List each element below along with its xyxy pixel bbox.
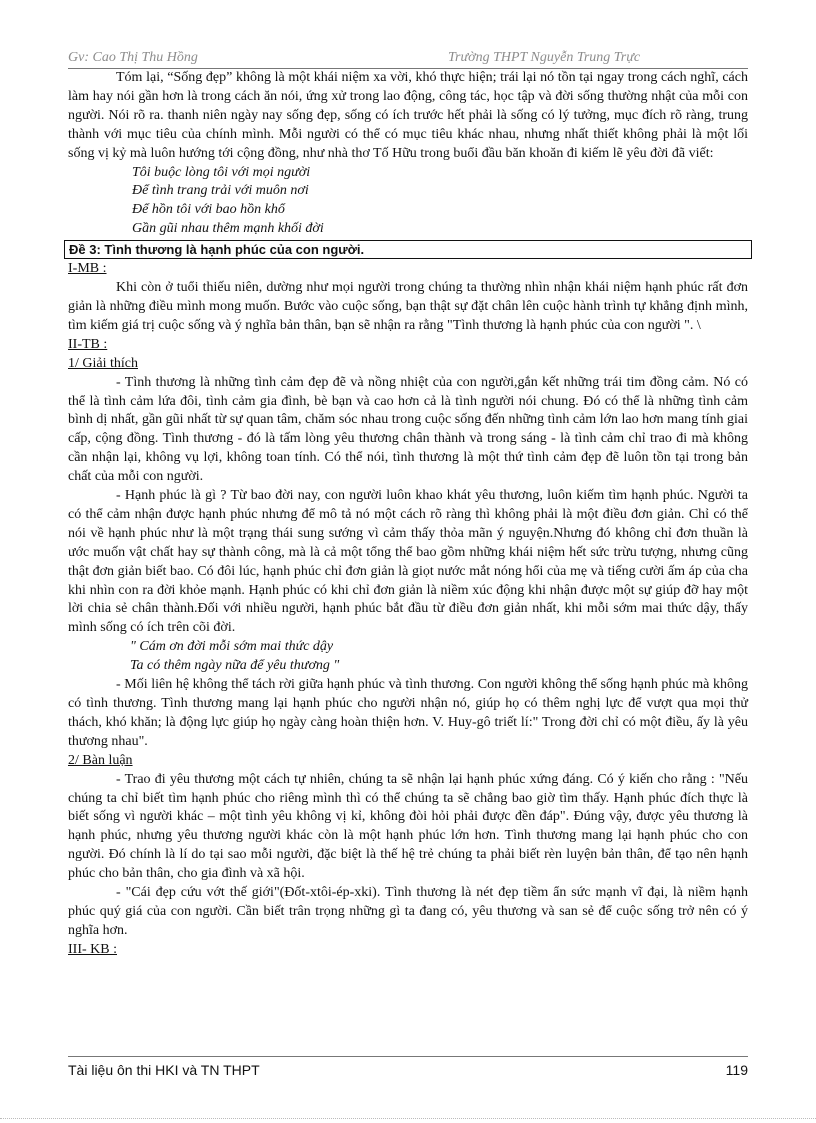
poem-line: Để tình trang trải với muôn nơi xyxy=(132,183,309,199)
page-number: 119 xyxy=(725,1062,748,1078)
explain-paragraph-1: - Tình thương là những tình cảm đẹp đẽ và nồng nhiệt của con người,gắn kết những trái tim đồng cảm. Nó có thể là tình cảm lứa đôi, tình cảm gia đình, bè bạn và cao hơn cả là tình người nói chung. Đó có thể là những tình cảm bình dị nhất, gần gũi nhất từ sự quan tâm, chăm sóc nhau trong cuộc sống đến những tình cảm lớn lao hơn mang tính giai cấp, cộng đồng. Tình thương - đó là tấm lòng yêu thương chân thành và trong sáng - là tình cảm chỉ trao đi mà không cần nhận lại, không vụ lợi, không toan tính. Có thể nói, tình thương là một thứ tình cảm đẹp đẽ luôn tồn tại trong bản chất của mỗi con người. xyxy=(68,374,748,485)
mb-heading xyxy=(68,260,748,279)
poem-line: Gần gũi nhau thêm mạnh khối đời xyxy=(132,221,324,237)
poem-line: " Cám ơn đời mỗi sớm mai thức dậy xyxy=(130,639,334,655)
page-edge-divider xyxy=(0,1118,816,1119)
page-header xyxy=(68,48,748,69)
tb-heading-text: II-TB : xyxy=(68,336,108,352)
mb-paragraph: Khi còn ở tuổi thiếu niên, dường như mọi người trong chúng ta thường nhìn nhận khái niệm hạnh phúc rất đơn giản là những điều mình mong muốn. Bước vào cuộc sống, bạn thật sự đặt chân lên cuộc hành trình tự khẳng định mình, tìm kiếm giá trị cuộc sống và ý nghĩa bản thân, bạn sẽ nhận ra rằng "Tình thương là hạnh phúc của con người ". \ xyxy=(68,280,748,333)
poem-block-1 xyxy=(68,164,748,240)
poem-line: Để hồn tôi với bao hồn khổ xyxy=(132,202,285,218)
header-author: Gv: Cao Thị Thu Hồng xyxy=(68,50,198,65)
kb-heading-text: III- KB : xyxy=(68,941,117,957)
explain-paragraph-2: - Hạnh phúc là gì ? Từ bao đời nay, con người luôn khao khát yêu thương, luôn kiếm tìm hạnh phúc. Người ta có thể cảm nhận được hạnh phúc nhưng để mô tả nó một cách rõ ràng thì không phải là một điều đơn giản. Chỉ có thể nói về hạnh phúc như là một trạng thái sung sướng vì cảm thấy thỏa mãn ý nguyện.Nhưng đó không chỉ đơn thuần là ước muốn vật chất hay sự thành công, mà là cả một tổng thể bao gồm những khái niệm hết sức trừu tượng, nhưng cũng thật đơn giản biết bao. Có đôi lúc, hạnh phúc chỉ đơn giản là giọt nước mắt nóng hổi của mẹ và tiếng cười ấm áp của cha khi nhìn con ra đời khỏe mạnh. Hạnh phúc có khi chỉ đơn giản là niềm xúc động khi nhận được một sự giúp đỡ hay một lời chia sẻ chân thành.Đối với nhiều người, hạnh phúc bắt đầu từ điều đơn giản nhất, khi mỗi sớm mai thức dậy, thấy mình sống có ích trên cõi đời. xyxy=(68,488,748,636)
page-footer xyxy=(68,1056,748,1079)
discuss-heading xyxy=(68,752,748,771)
intro-paragraph: Tóm lại, “Sống đẹp” không là một khái niệm xa vời, khó thực hiện; trái lại nó tồn tại ngay trong cách nghĩ, cách làm hay nói gần hơn là trong cách ăn nói, ứng xử trong lao động, công tác, học tập và đời sống thường nhật của mỗi con người. Nói rõ ra. thanh niên ngày nay sống đẹp, sống có ích trước hết phải là sống có lý tưởng, mục đích rõ ràng, trung thành với mục tiêu của chính mình. Mỗi người có thể có mục tiêu khác nhau, nhưng nhất thiết không phải là một lối sống vị kỷ mà luôn hướng tới cộng đồng, như nhà thơ Tố Hữu trong buổi đầu băn khoăn đi kiếm lẽ yêu đời đã viết: xyxy=(68,70,748,161)
discuss-paragraph-1: - Trao đi yêu thương một cách tự nhiên, chúng ta sẽ nhận lại hạnh phúc xứng đáng. Có ý kiến cho rằng : "Nếu chúng ta chỉ biết tìm hạnh phúc cho riêng mình thì có thể chúng ta sẽ chẳng bao giờ tìm thấy. Hạnh phúc đích thực là biết sống vì người khác – một tình yêu không vị kỉ, không đòi hỏi phải được đền đáp". Đúng vậy, được yêu thương là hạnh phúc, nhưng yêu thương người khác còn là một hạnh phúc lớn hơn. Tình thương mang lại hạnh phúc cho con người. Đó chính là lí do tại sao mỗi người, đặc biệt là thế hệ trẻ chúng ta phải biết rèn luyện bản thân, để tạo nên hạnh phúc cho bản thân, cho gia đình và xã hội. xyxy=(68,771,748,882)
explain-heading-text: 1/ Giải thích xyxy=(68,355,138,371)
header-school: Trường THPT Nguyễn Trung Trực xyxy=(448,50,641,65)
explain-paragraph-3: - Mối liên hệ không thể tách rời giữa hạnh phúc và tình thương. Con người không thể sống hạnh phúc mà không có tình thương. Tình thương mang lại hạnh phúc cho người nhận nó, giúp họ có thêm nghị lực để vượt qua mọi thử thách, khó khăn; là động lực giúp họ ngày càng hoàn thiện hơn. V. Huy-gô triết lí:" Trong đời chỉ có một điều, ấy là yêu thương nhau". xyxy=(68,677,748,749)
kb-heading xyxy=(68,941,748,960)
explain-heading xyxy=(68,355,748,374)
discuss-heading-text: 2/ Bàn luận xyxy=(68,752,133,768)
topic-title-box: Đề 3: Tình thương là hạnh phúc của con người. xyxy=(64,240,752,259)
discuss-paragraph-2: - "Cái đẹp cứu vớt thế giới"(Đốt-xtôi-ép-xki). Tình thương là nét đẹp tiềm ẩn sức mạnh vĩ đại, là niềm hạnh phúc quý giá của con người. Cần biết trân trọng những gì ta đang có, yêu thương và san sẻ để cuộc sống trở nên có ý nghĩa hơn. xyxy=(68,885,748,938)
poem-block-2 xyxy=(68,638,748,676)
poem-line: Tôi buộc lòng tôi với mọi người xyxy=(132,164,311,180)
document-page xyxy=(68,48,748,960)
mb-heading-text: I-MB : xyxy=(68,261,107,277)
poem-line: Ta có thêm ngày nữa để yêu thương " xyxy=(130,658,340,674)
tb-heading xyxy=(68,336,748,355)
document-body xyxy=(68,69,748,960)
footer-title: Tài liệu ôn thi HKI và TN THPT xyxy=(68,1062,260,1078)
